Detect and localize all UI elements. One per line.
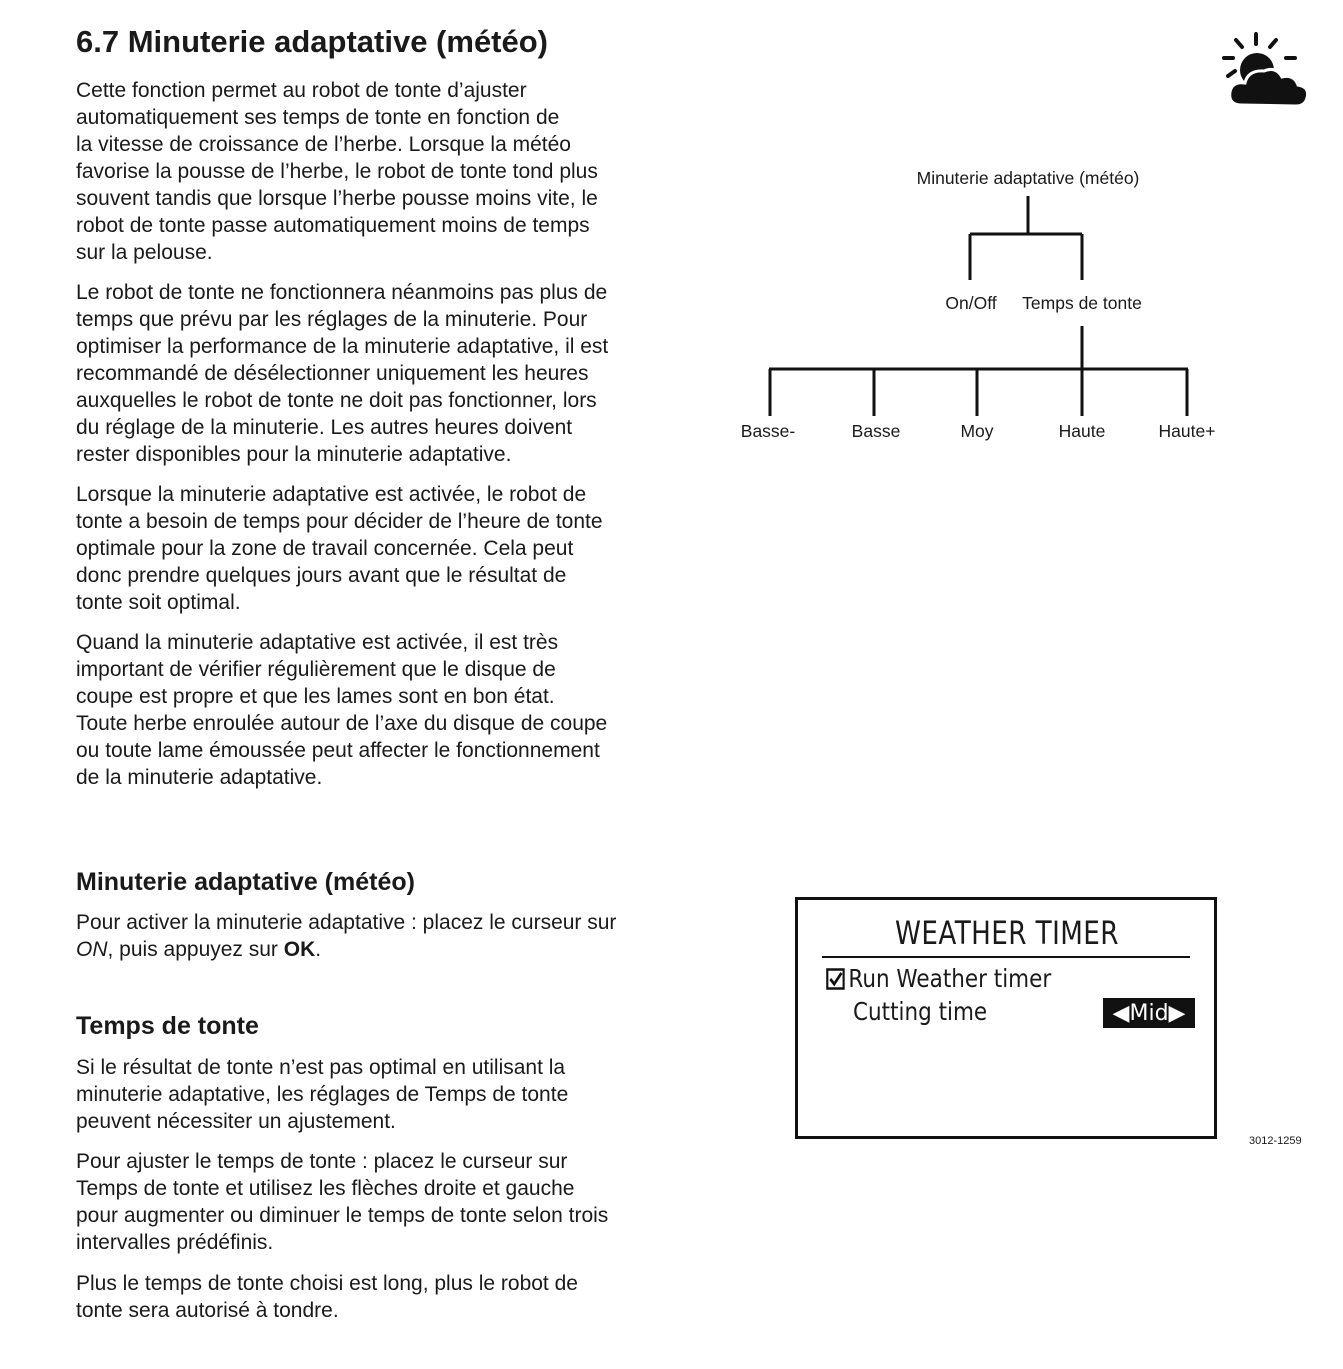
- page-title: 6.7 Minuterie adaptative (météo): [76, 24, 549, 59]
- text-line: Le robot de tonte ne fonctionnera néanmoins pas plus de: [76, 281, 608, 304]
- tree-level-haute: Haute: [1058, 421, 1106, 441]
- subsection-title: Temps de tonte: [76, 1012, 259, 1040]
- cutting-time-label: Cutting time: [853, 997, 988, 1026]
- text-line: intervalles prédéfinis.: [76, 1231, 274, 1254]
- text-line: Temps de tonte et utilisez les flèches droite et gauche: [76, 1177, 575, 1200]
- lcd-run-weather-row[interactable]: [826, 964, 1051, 993]
- cutting-paragraph-2: [76, 1148, 696, 1256]
- text-line: ou toute lame émoussée peut affecter le fonctionnement: [76, 739, 600, 762]
- tree-level-basse: Basse: [851, 421, 901, 441]
- cutting-paragraph-3: [76, 1270, 696, 1324]
- text-line: important de vérifier régulièrement que le disque de: [76, 658, 556, 681]
- cutting-time-selector[interactable]: [1103, 998, 1195, 1028]
- text-line: optimale pour la zone de travail concernée. Cela peut: [76, 537, 574, 560]
- on-text: ON: [76, 938, 108, 961]
- lcd-screen: [795, 897, 1217, 1139]
- arrow-right-icon[interactable]: ▶: [1168, 1000, 1186, 1026]
- paragraph: [76, 1054, 696, 1135]
- text-line: coupe est propre et que les lames sont en bon état.: [76, 685, 555, 708]
- text-line: optimiser la performance de la minuterie adaptative, il est: [76, 335, 609, 358]
- text-line: minuterie adaptative, les réglages de Temps de tonte: [76, 1083, 569, 1106]
- text-line: tonte sera autorisé à tondre.: [76, 1299, 339, 1322]
- paragraph: [76, 279, 696, 468]
- text-line: peuvent nécessiter un ajustement.: [76, 1110, 396, 1133]
- text-line: Toute herbe enroulée autour de l’axe du disque de coupe: [76, 712, 608, 735]
- tree-level-basse-minus: Basse-: [740, 421, 796, 441]
- run-weather-label: Run Weather timer: [848, 964, 1052, 993]
- section-title-block: [76, 24, 696, 60]
- paragraph: [76, 1148, 696, 1256]
- ok-text: OK: [283, 938, 316, 961]
- text-line: pour augmenter ou diminuer le temps de tonte selon trois: [76, 1204, 609, 1227]
- tree-root-label: Minuterie adaptative (météo): [916, 168, 1140, 188]
- paragraph: [76, 909, 696, 963]
- text-line: Lorsque la minuterie adaptative est activée, le robot de: [76, 483, 587, 506]
- text-line: sur la pelouse.: [76, 241, 213, 264]
- activation-section: [76, 867, 696, 897]
- lcd-title: WEATHER TIMER: [895, 914, 1119, 952]
- text-line: temps que prévu par les réglages de la minuterie. Pour: [76, 308, 588, 331]
- text-line: du réglage de la minuterie. Les autres heures doivent: [76, 416, 573, 439]
- cutting-section: [76, 1011, 696, 1041]
- intro-paragraph-1: [76, 77, 696, 266]
- tree-cutting-time-label: Temps de tonte: [1022, 293, 1142, 313]
- intro-paragraph-4: [76, 629, 696, 791]
- text-line: Si le résultat de tonte n’est pas optimal en utilisant la: [76, 1056, 566, 1079]
- text-line: automatiquement ses temps de tonte en fonction de: [76, 106, 560, 129]
- middle-text: , puis appuyez sur: [107, 938, 284, 961]
- text-line: Pour activer la minuterie adaptative : placez le curseur sur: [76, 911, 617, 934]
- text-line: donc prendre quelques jours avant que le résultat de: [76, 564, 567, 587]
- text-line: robot de tonte passe automatiquement moins de temps: [76, 214, 590, 237]
- menu-tree-diagram: [720, 160, 1240, 460]
- paragraph: [76, 481, 696, 616]
- lcd-divider: [822, 956, 1190, 958]
- paragraph: [76, 1270, 696, 1324]
- cutting-time-value: Mid: [1129, 1000, 1169, 1026]
- text-line: tonte a besoin de temps pour décider de l’heure de tonte: [76, 510, 603, 533]
- subsection-title: Minuterie adaptative (météo): [76, 868, 415, 896]
- text-line: Quand la minuterie adaptative est activée, il est très: [76, 631, 559, 654]
- text-line: favorise la pousse de l’herbe, le robot de tonte tond plus: [76, 160, 598, 183]
- activation-paragraph: [76, 909, 696, 963]
- tree-onoff-label: On/Off: [945, 293, 997, 313]
- text-line: auxquelles le robot de tonte ne doit pas fonctionner, lors: [76, 389, 597, 412]
- figure-reference: 3012-1259: [1249, 1135, 1302, 1147]
- text-line: rester disponibles pour la minuterie adaptative.: [76, 443, 512, 466]
- paragraph: [76, 77, 696, 266]
- arrow-left-icon[interactable]: ◀: [1112, 1000, 1130, 1026]
- text-line: [76, 936, 696, 963]
- text-line: la vitesse de croissance de l’herbe. Lorsque la météo: [76, 133, 571, 156]
- tree-level-moy: Moy: [960, 421, 994, 441]
- text-line: Pour ajuster le temps de tonte : placez le curseur sur: [76, 1150, 568, 1173]
- cutting-paragraph-1: [76, 1054, 696, 1135]
- intro-paragraph-2: [76, 279, 696, 468]
- paragraph: [76, 629, 696, 791]
- intro-paragraph-3: [76, 481, 696, 616]
- checkbox-checked-icon[interactable]: [826, 968, 845, 990]
- text-line: Plus le temps de tonte choisi est long, plus le robot de: [76, 1272, 578, 1295]
- text-line: Cette fonction permet au robot de tonte d’ajuster: [76, 79, 527, 102]
- lcd-cutting-time-row[interactable]: [853, 997, 987, 1026]
- end-text: .: [315, 938, 322, 961]
- text-line: tonte soit optimal.: [76, 591, 241, 614]
- text-line: de la minuterie adaptative.: [76, 766, 323, 789]
- tree-level-haute-plus: Haute+: [1158, 421, 1216, 441]
- text-line: souvent tandis que lorsque l’herbe pousse moins vite, le: [76, 187, 598, 210]
- sun-cloud-icon: [1220, 30, 1310, 112]
- text-line: recommandé de désélectionner uniquement les heures: [76, 362, 589, 385]
